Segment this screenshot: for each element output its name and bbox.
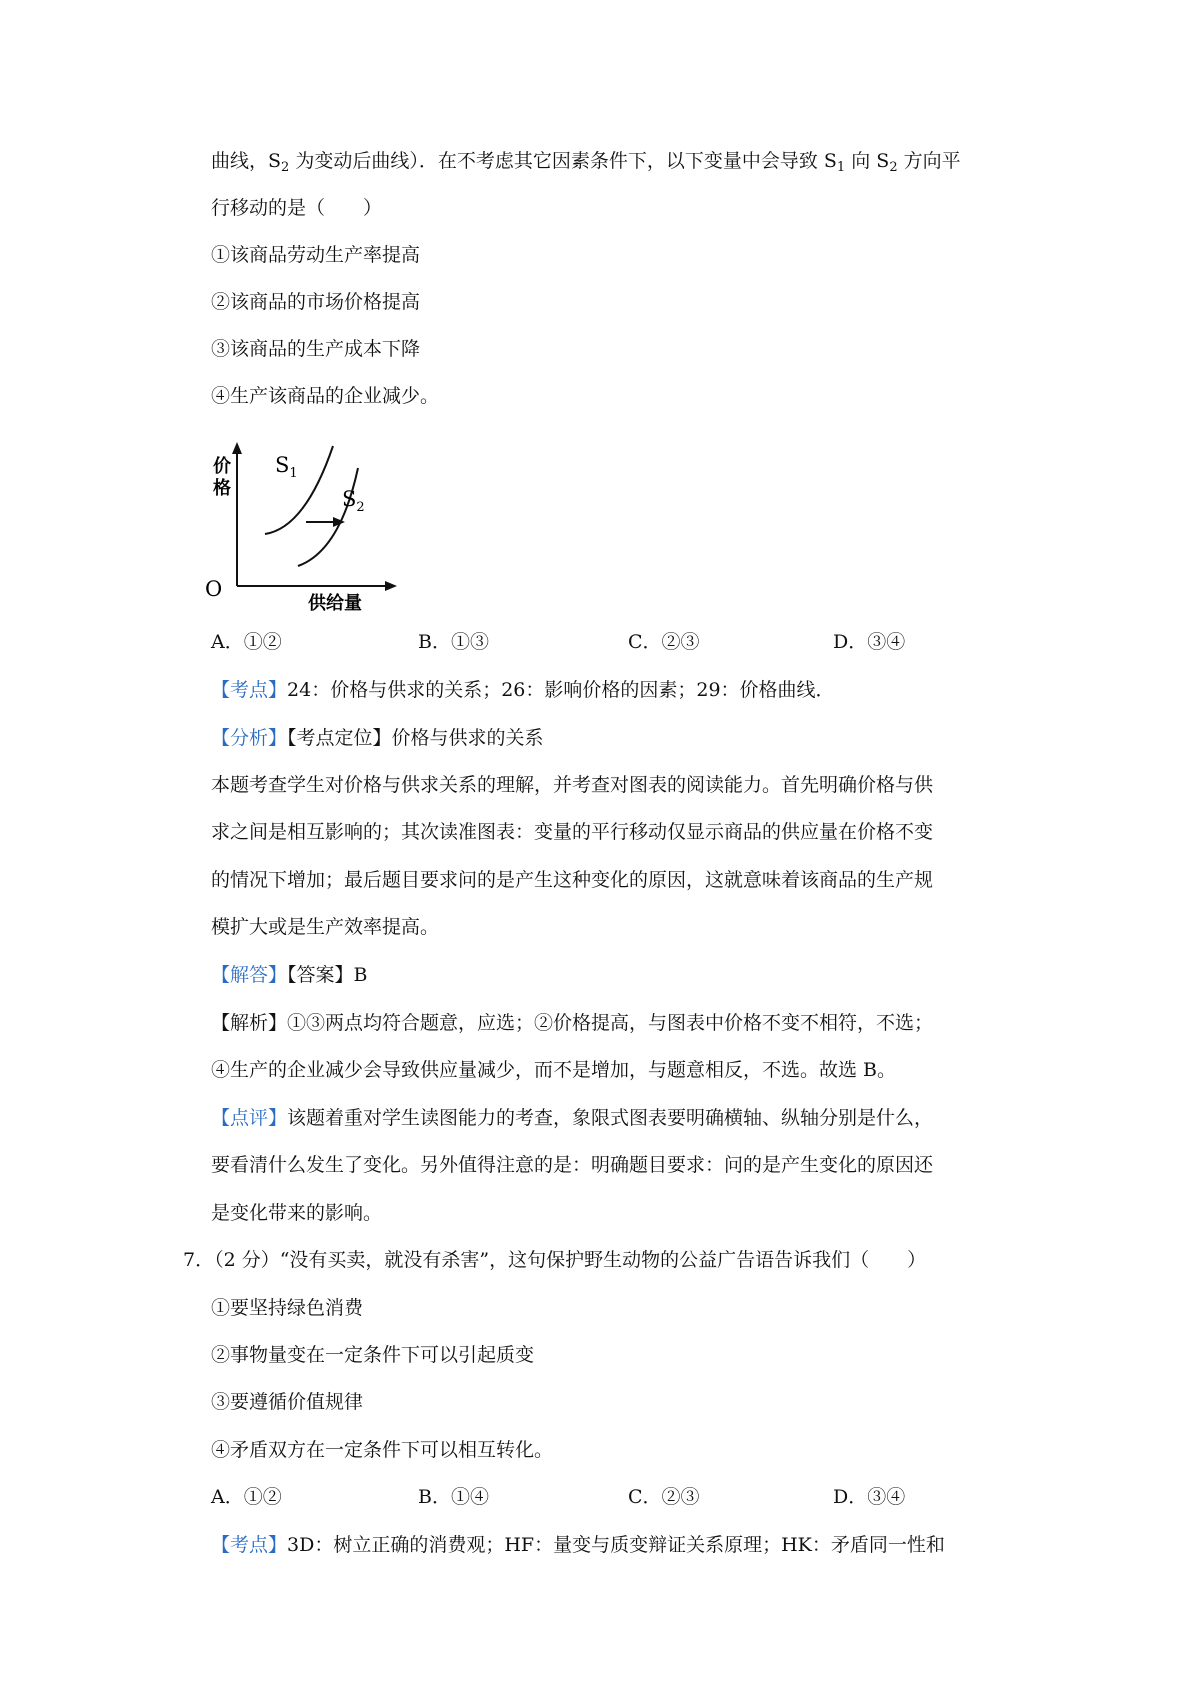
q6-analysis-line-2: 求之间是相互影响的；其次读准图表：变量的平行移动仅显示商品的供应量在价格不变 [211,821,934,843]
q6-item-1: ①该商品劳动生产率提高 [211,244,421,266]
q6-item-4: ④生产该商品的企业减少。 [211,385,440,407]
q6-option-a: A．①② [211,631,282,653]
q6-option-c: C．②③ [628,631,700,653]
q7-item-4: ④矛盾双方在一定条件下可以相互转化。 [211,1439,554,1461]
q6-analysis-line-1: 本题考查学生对价格与供求关系的理解，并考查对图表的阅读能力。首先明确价格与供 [211,774,934,796]
q6-jieda: 【解答】【答案】B [211,964,368,986]
x-label: 供给量 [308,593,362,611]
q7-option-b: B．①④ [418,1486,489,1508]
s2-label: $S_2$ [342,487,365,515]
q6-fenxi: 【分析】【考点定位】价格与供求的关系 [211,727,544,749]
q6-dianping-line-2: 要看清什么发生了变化。另外值得注意的是：明确题目要求：问的是产生变化的原因还 [211,1154,934,1176]
dianping-tag: 【点评】 [211,1107,288,1129]
jieda-tag: 【解答】 [211,964,288,986]
q7-item-2: ②事物量变在一定条件下可以引起质变 [211,1344,535,1366]
fenxi-tag: 【分析】 [211,727,288,749]
x-axis-arrow [385,581,397,591]
origin-label: O [205,577,223,601]
q6-jiexi-line-2: ④生产的企业减少会导致供应量减少，而不是增加，与题意相反，不选。故选 B。 [211,1059,897,1081]
q7-kaodian: 【考点】3D：树立正确的消费观；HF：量变与质变辩证关系原理；HK：矛盾同一性和 [211,1534,945,1556]
q7-item-3: ③要遵循价值规律 [211,1391,364,1413]
y-label-1: 价 [213,456,231,477]
q6-kaodian: 【考点】24：价格与供求的关系；26：影响价格的因素；29：价格曲线． [211,679,835,701]
curve-s2 [298,468,358,566]
q7-stem: 7．（2 分）“没有买卖，就没有杀害”，这句保护野生动物的公益广告语告诉我们（ ） [183,1249,927,1271]
q7-option-c: C．②③ [628,1486,700,1508]
q6-dianping-line-3: 是变化带来的影响。 [211,1202,383,1224]
q6-option-b: B．①③ [418,631,489,653]
q6-analysis-line-3: 的情况下增加；最后题目要求问的是产生这种变化的原因，这就意味着该商品的生产规 [211,869,934,891]
q7-kaodian-tag: 【考点】 [211,1534,288,1556]
q7-item-1: ①要坚持绿色消费 [211,1297,364,1319]
q6-item-3: ③该商品的生产成本下降 [211,338,421,360]
q7-option-d: D．③④ [833,1486,906,1508]
q7-option-a: A．①② [211,1486,282,1508]
q6-option-d: D．③④ [833,631,906,653]
supply-curve-graph [205,436,405,611]
q6-jiexi-line-1: 【解析】①③两点均符合题意，应选；②价格提高，与图表中价格不变不相符，不选； [211,1012,934,1034]
q6-stem-line2: 行移动的是（ ） [211,197,383,219]
y-label-2: 格 [213,478,231,499]
y-axis-arrow [232,442,242,454]
kaodian-tag: 【考点】 [211,679,288,701]
q6-stem-line1: 曲线，$S_2$ 为变动后曲线）．在不考虑其它因素条件下，以下变量中会导致 $S_1$ 向 $S_2$ 方向平 [211,150,961,175]
q6-dianping: 【点评】该题着重对学生读图能力的考查，象限式图表要明确横轴、纵轴分别是什么， [211,1107,934,1129]
q6-item-2: ②该商品的市场价格提高 [211,291,421,313]
s1-label: $S_1$ [275,453,298,481]
q6-analysis-line-4: 模扩大或是生产效率提高。 [211,916,440,938]
